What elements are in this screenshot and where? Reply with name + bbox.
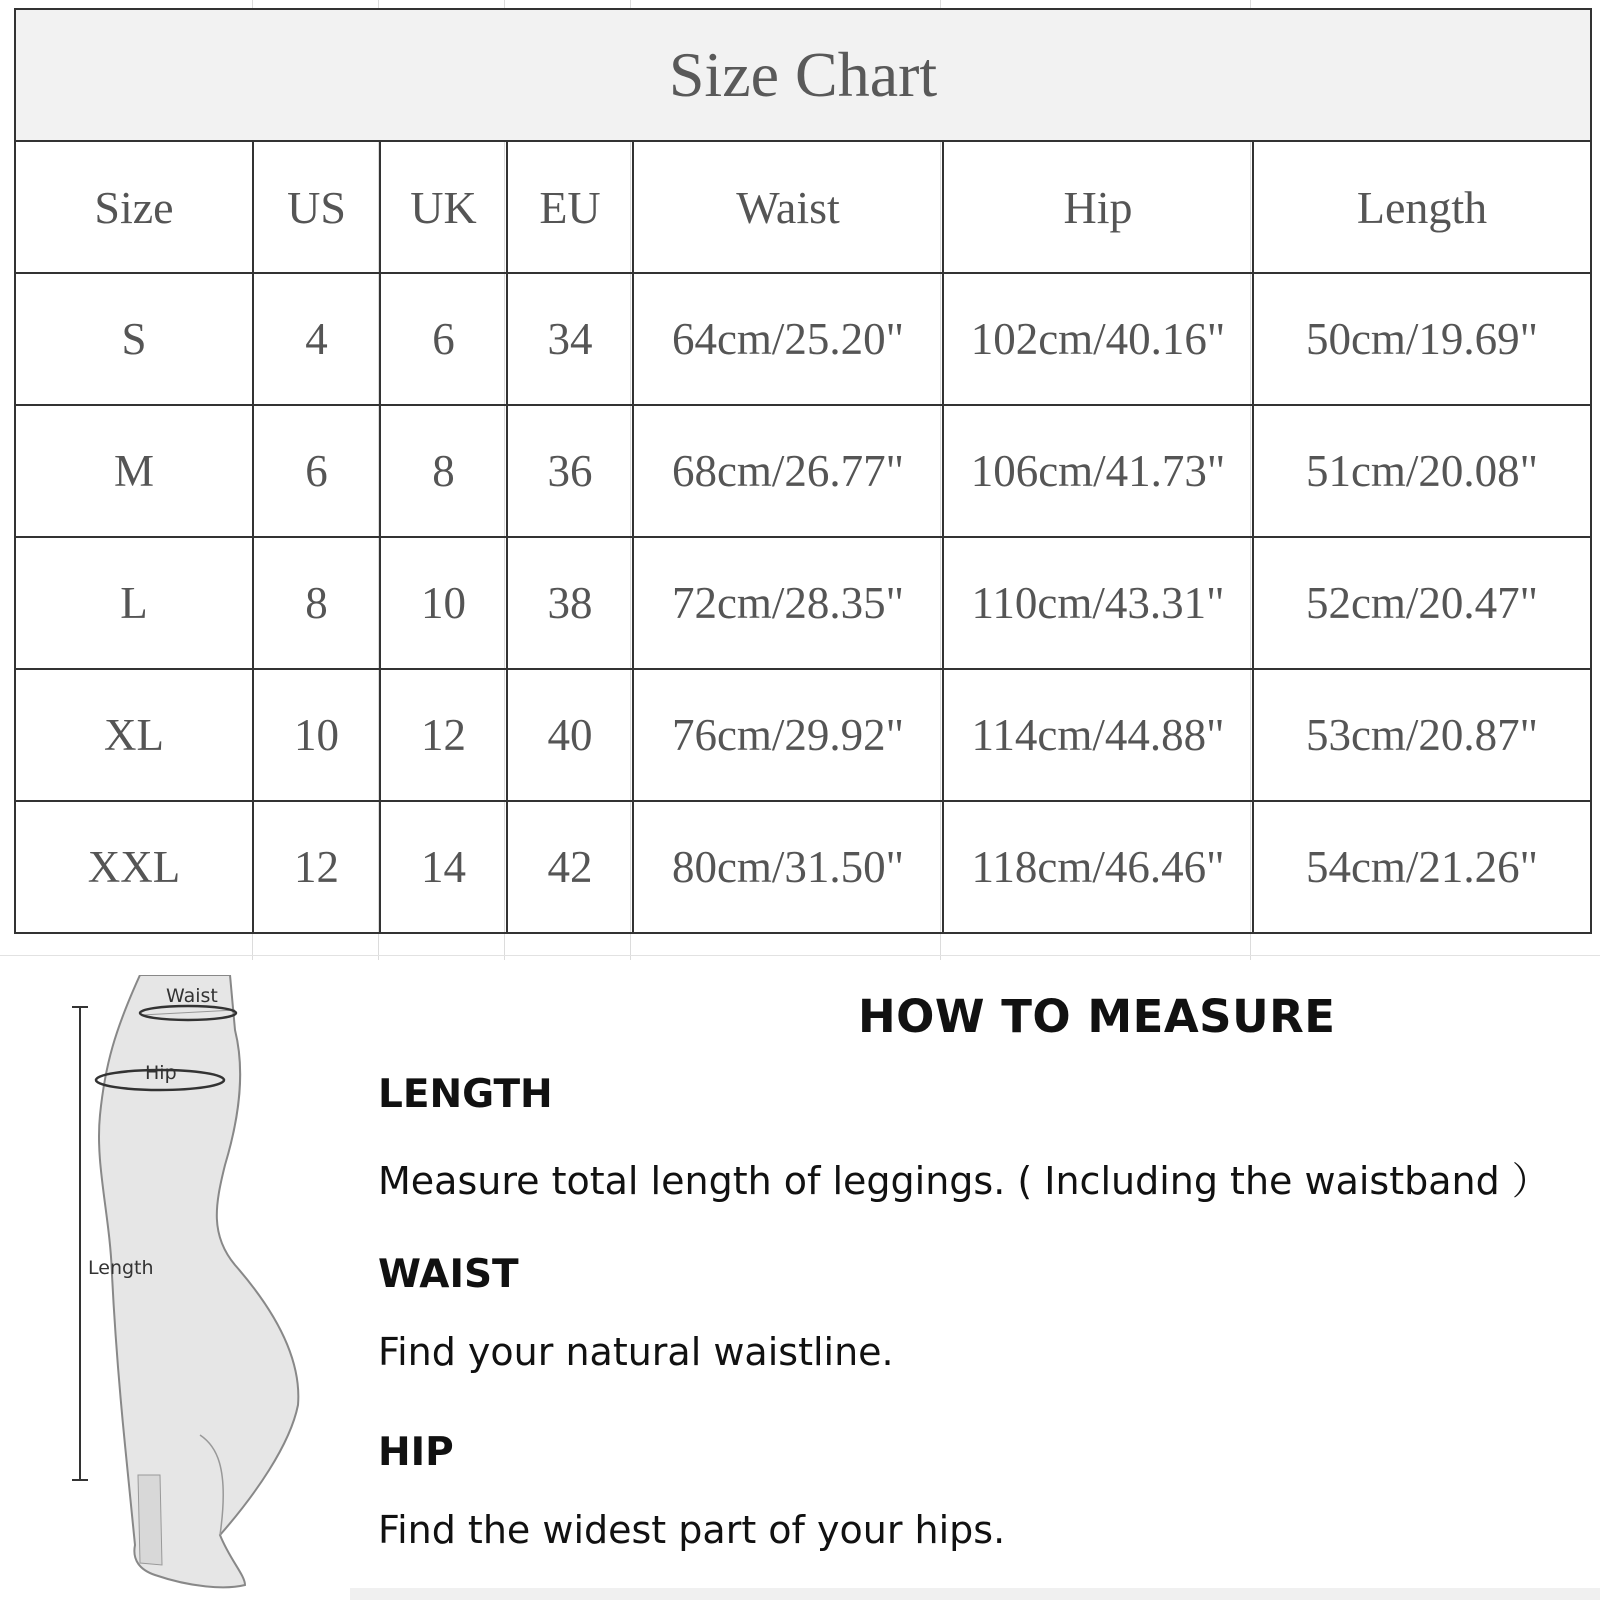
size-chart-table (14, 8, 1592, 934)
length-description: Measure total length of leggings. ( Including the waistband ） (378, 1159, 1550, 1203)
table-cell: 72cm/28.35" (633, 537, 943, 669)
table-cell: 102cm/40.16" (943, 273, 1253, 405)
waist-description: Find your natural waistline. (378, 1330, 894, 1374)
table-cell: 34 (507, 273, 633, 405)
table-cell: 110cm/43.31" (943, 537, 1253, 669)
table-cell: 8 (380, 405, 507, 537)
table-cell: 10 (253, 669, 380, 801)
table-cell: 51cm/20.08" (1253, 405, 1591, 537)
table-cell: 4 (253, 273, 380, 405)
table-cell: 53cm/20.87" (1253, 669, 1591, 801)
waist-title: WAIST (378, 1252, 519, 1297)
table-cell: 54cm/21.26" (1253, 801, 1591, 933)
header-cell: Length (1253, 141, 1591, 273)
hip-description: Find the widest part of your hips. (378, 1508, 1006, 1552)
table-cell: 106cm/41.73" (943, 405, 1253, 537)
header-cell: US (253, 141, 380, 273)
how-to-measure-heading: HOW TO MEASURE (858, 990, 1336, 1043)
table-cell: 50cm/19.69" (1253, 273, 1591, 405)
header-cell: EU (507, 141, 633, 273)
table-cell: 80cm/31.50" (633, 801, 943, 933)
table-cell: 68cm/26.77" (633, 405, 943, 537)
table-cell: 6 (380, 273, 507, 405)
table-row (15, 801, 1591, 933)
leggings-measure-diagram (40, 975, 330, 1595)
table-cell: 14 (380, 801, 507, 933)
waist-label: Waist (166, 985, 218, 1007)
table-cell: 12 (380, 669, 507, 801)
bottom-strip (350, 1588, 1600, 1600)
length-title: LENGTH (378, 1072, 553, 1117)
header-cell: Waist (633, 141, 943, 273)
table-cell: 36 (507, 405, 633, 537)
table-row (15, 405, 1591, 537)
title-row (15, 9, 1591, 141)
table-cell: 8 (253, 537, 380, 669)
table-cell: L (15, 537, 253, 669)
table-cell: 12 (253, 801, 380, 933)
leg-silhouette-icon (99, 975, 298, 1587)
table-cell: 40 (507, 669, 633, 801)
table-cell: 118cm/46.46" (943, 801, 1253, 933)
header-cell: Hip (943, 141, 1253, 273)
table-cell: 114cm/44.88" (943, 669, 1253, 801)
length-label: Length (88, 1257, 154, 1279)
hip-title: HIP (378, 1430, 454, 1475)
table-cell: 6 (253, 405, 380, 537)
table-cell: 38 (507, 537, 633, 669)
table-row (15, 537, 1591, 669)
table-row (15, 669, 1591, 801)
how-to-measure-section (378, 990, 1578, 1552)
table-cell: XL (15, 669, 253, 801)
header-cell: UK (380, 141, 507, 273)
table-cell: S (15, 273, 253, 405)
table-cell: 42 (507, 801, 633, 933)
header-row (15, 141, 1591, 273)
table-cell: 10 (380, 537, 507, 669)
table-cell: M (15, 405, 253, 537)
table-cell: XXL (15, 801, 253, 933)
hip-label: Hip (145, 1062, 177, 1084)
table-cell: 52cm/20.47" (1253, 537, 1591, 669)
chart-title: Size Chart (15, 9, 1591, 141)
table-cell: 64cm/25.20" (633, 273, 943, 405)
table-cell: 76cm/29.92" (633, 669, 943, 801)
header-cell: Size (15, 141, 253, 273)
table-row (15, 273, 1591, 405)
